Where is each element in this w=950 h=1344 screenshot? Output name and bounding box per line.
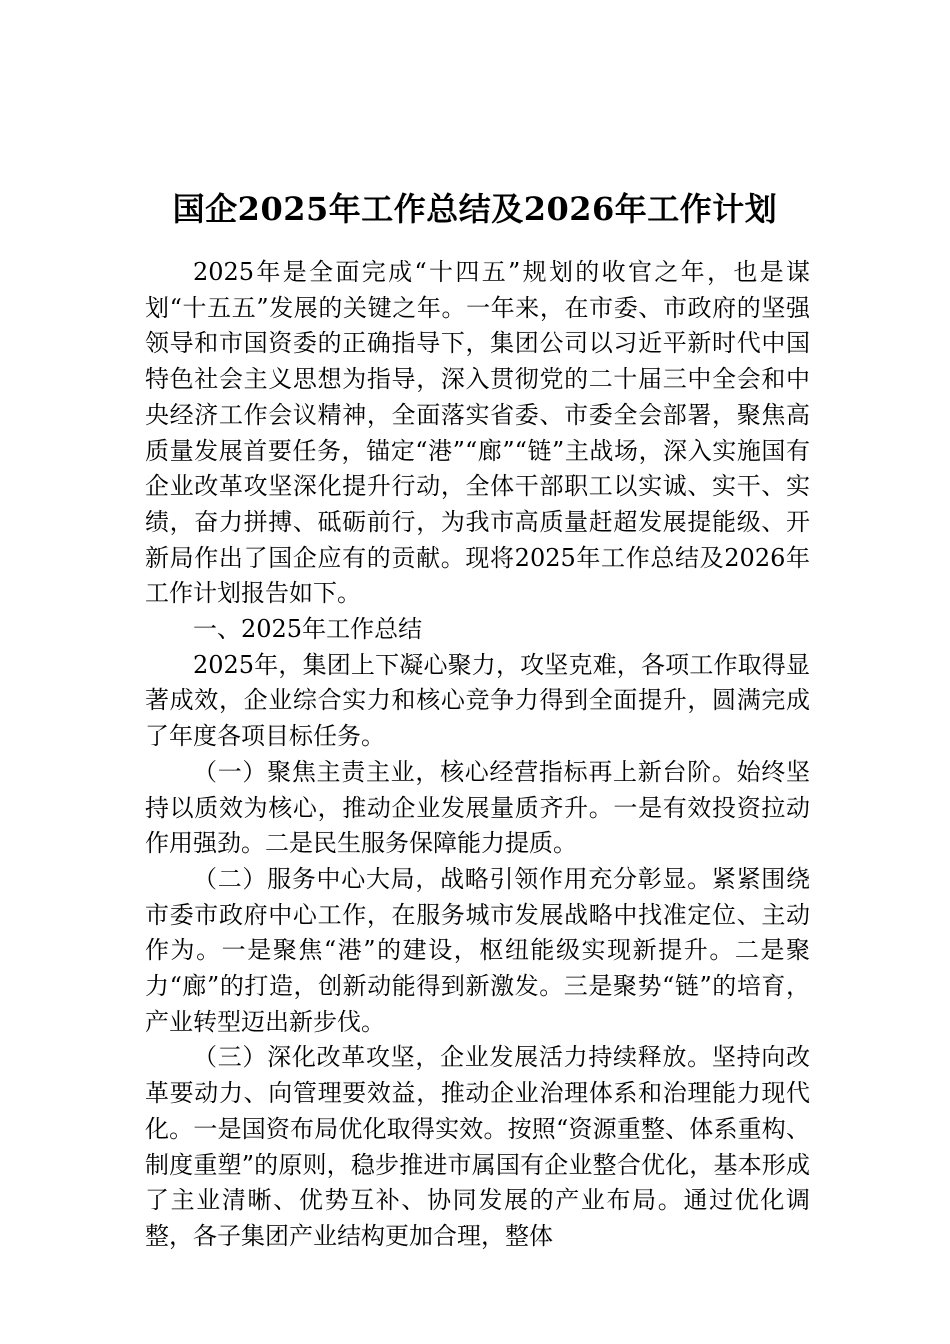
document-title: 国企2025年工作总结及2026年工作计划 <box>172 190 778 229</box>
section-heading-2025-summary: 一、2025年工作总结 <box>193 615 423 644</box>
paragraph-2025-overview: 2025年，集团上下凝心聚力，攻坚克难，各项工作取得显著成效，企业综合实力和核心竞争力得到全面提升，圆满完成了年度各项目标任务。 <box>145 650 810 751</box>
paragraph-subsection-1: （一）聚焦主责主业，核心经营指标再上新台阶。始终坚持以质效为核心，推动企业发展量质齐升。一是有效投资拉动作用强劲。二是民生服务保障能力提质。 <box>145 757 810 858</box>
paragraph-intro: 2025年是全面完成“十四五”规划的收官之年，也是谋划“十五五”发展的关键之年。一年来，在市委、市政府的坚强领导和市国资委的正确指导下，集团公司以习近平新时代中国特色社会主义思想为指导，深入贯彻党的二十届三中全会和中央经济工作会议精神，全面落实省委、市委全会部署，聚焦高质量发展首要任务，锚定“港”“廊”“链”主战场，深入实施国有企业改革攻坚深化提升行动，全体干部职工以实诚、实干、实绩，奋力拼搏、砥砺前行，为我市高质量赶超发展提能级、开新局作出了国企应有的贡献。现将2025年工作总结及2026年工作计划报告如下。 <box>145 258 810 608</box>
paragraph-subsection-3: （三）深化改革攻坚，企业发展活力持续释放。坚持向改革要动力、向管理要效益，推动企业治理体系和治理能力现代化。一是国资布局优化取得实效。按照“资源重整、体系重构、制度重塑”的原则，稳步推进市属国有企业整合优化，基本形成了主业清晰、优势互补、协同发展的产业布局。通过优化调整，各子集团产业结构更加合理，整体 <box>145 1043 810 1250</box>
paragraph-subsection-2: （二）服务中心大局，战略引领作用充分彰显。紧紧围绕市委市政府中心工作，在服务城市发展战略中找准定位、主动作为。一是聚焦“港”的建设，枢纽能级实现新提升。二是聚力“廊”的打造，创新动能得到新激发。三是聚势“链”的培育，产业转型迈出新步伐。 <box>145 864 810 1036</box>
document-body <box>145 255 810 1255</box>
